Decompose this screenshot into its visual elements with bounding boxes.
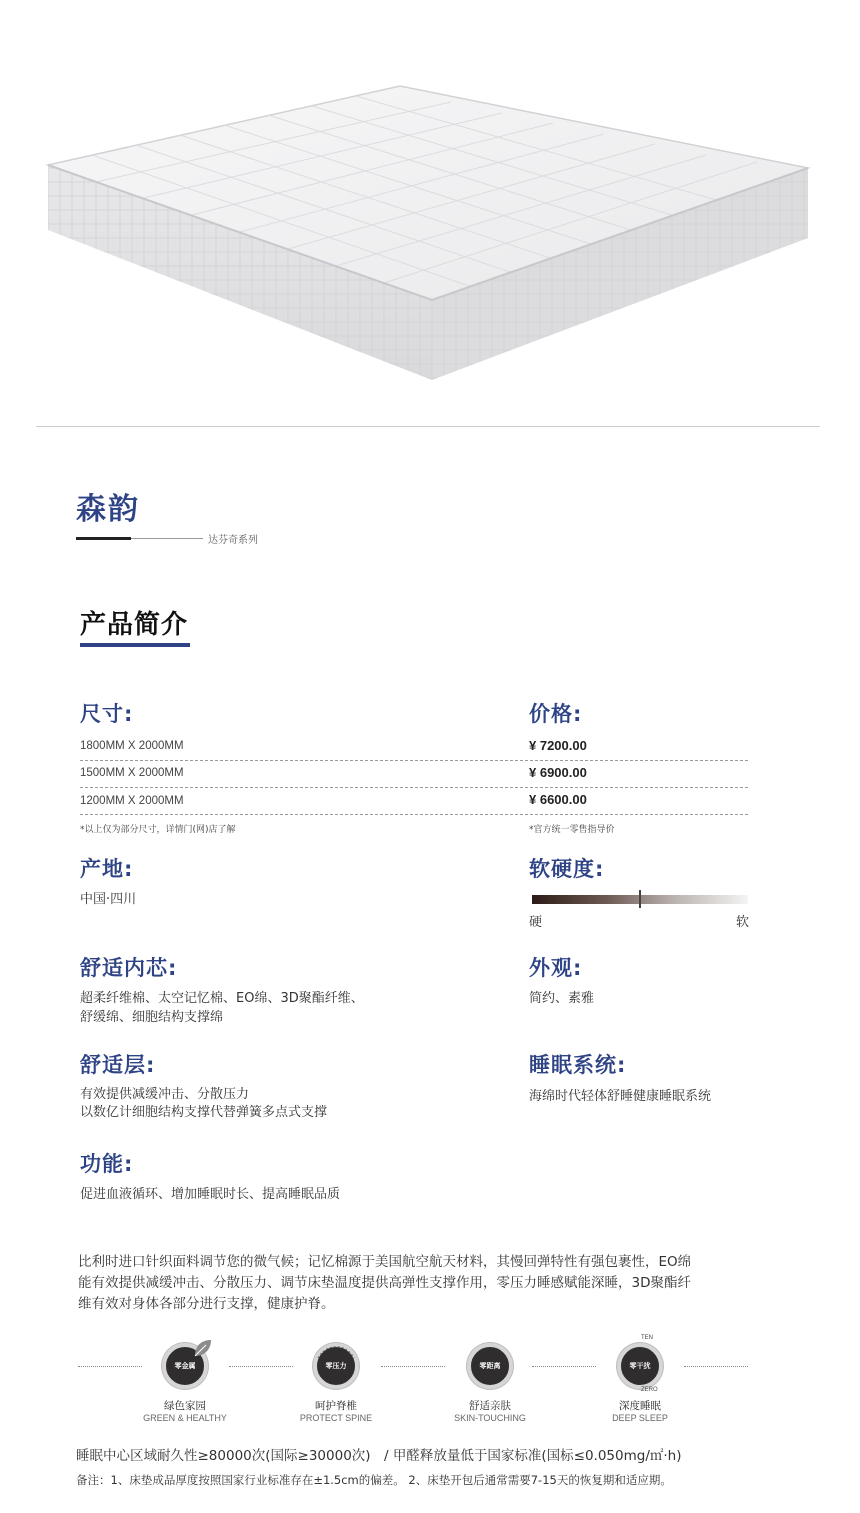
origin-heading: 产地: <box>80 857 134 881</box>
feature-badge: 零压力 <box>325 1362 347 1370</box>
size-row: 1500MM X 2000MM <box>80 767 184 779</box>
feature-title: 舒适亲肤 <box>469 1400 511 1412</box>
leaf-icon <box>192 1337 214 1359</box>
feature-title: 深度睡眠 <box>619 1400 661 1412</box>
dotted-separator <box>684 1366 748 1367</box>
dotted-separator <box>381 1366 445 1367</box>
price-row: ¥ 6600.00 <box>529 792 587 807</box>
feature-subtitle: DEEP SLEEP <box>612 1413 668 1423</box>
sleep-system-value: 海绵时代轻体舒睡健康睡眠系统 <box>529 1089 712 1104</box>
appearance-heading: 外观: <box>529 956 583 980</box>
feature-subtitle: GREEN & HEALTHY <box>143 1413 227 1423</box>
sleep-system-heading: 睡眠系统: <box>529 1053 627 1077</box>
comfort-layer-line1: 有效提供减缓冲击、分散压力 <box>80 1087 250 1102</box>
zero-label: ZERO <box>641 1387 658 1393</box>
divider <box>36 426 820 427</box>
core-text-line2: 舒缓绵、细胞结构支撑绵 <box>80 1010 224 1025</box>
zero-distance-icon <box>467 1343 513 1389</box>
title-underline <box>76 537 131 540</box>
description-line: 比利时进口针织面料调节您的微气候；记忆棉源于美国航空航天材料，其慢回弹特性有强包裹性，EO绵 <box>78 1254 692 1270</box>
description-paragraph <box>78 1252 758 1315</box>
zero-pressure-icon <box>313 1343 359 1389</box>
intro-underline <box>80 643 190 647</box>
intro-heading: 产品简介 <box>80 610 189 640</box>
hardness-marker <box>639 890 641 908</box>
price-heading: 价格: <box>529 702 583 726</box>
feature-title: 呵护脊椎 <box>315 1400 357 1412</box>
ten-label: TEN <box>641 1335 653 1341</box>
mattress-image <box>0 0 860 420</box>
feature-badge: 零距离 <box>479 1362 501 1370</box>
dotted-separator <box>532 1366 596 1367</box>
row-divider <box>80 760 748 761</box>
price-row: ¥ 6900.00 <box>529 765 587 780</box>
origin-value: 中国·四川 <box>80 892 137 907</box>
hard-label: 硬 <box>529 915 543 930</box>
soft-label: 软 <box>736 915 750 930</box>
price-row: ¥ 7200.00 <box>529 738 587 753</box>
feature-badge: 零干扰 <box>629 1362 651 1370</box>
core-heading: 舒适内芯: <box>80 956 178 980</box>
dotted-separator <box>229 1366 293 1367</box>
dotted-separator <box>78 1366 142 1367</box>
series-label: 达芬奇系列 <box>208 535 258 546</box>
hardness-heading: 软硬度: <box>529 857 605 881</box>
size-note: *以上仅为部分尺寸，详情门(网)店了解 <box>80 825 236 835</box>
size-row: 1800MM X 2000MM <box>80 740 184 752</box>
description-line: 维有效对身体各部分进行支撑，健康护脊。 <box>78 1296 335 1312</box>
durability-text: 睡眠中心区域耐久性≥80000次(国际≥30000次) / 甲醛释放量低于国家标准(国标≤0.050mg/㎡·h) <box>76 1448 682 1464</box>
row-divider <box>80 787 748 788</box>
feature-subtitle: PROTECT SPINE <box>299 1413 373 1423</box>
size-row: 1200MM X 2000MM <box>80 795 184 807</box>
comfort-layer-line2: 以数亿计细胞结构支撑代替弹簧多点式支撑 <box>80 1105 328 1120</box>
function-value: 促进血液循环、增加睡眠时长、提高睡眠品质 <box>80 1187 341 1202</box>
function-heading: 功能: <box>80 1152 134 1176</box>
gauge-arc-icon <box>310 1340 362 1392</box>
description-line: 能有效提供减缓冲击、分散压力、调节床垫温度提供高弹性支撑作用，零压力睡感赋能深睡，3D聚酯纤 <box>78 1275 691 1291</box>
comfort-layer-heading: 舒适层: <box>80 1053 156 1077</box>
remarks-text: 备注：1、床垫成品厚度按照国家行业标准存在±1.5cm的偏差。 2、床垫开包后通常需要7-15天的恢复期和适应期。 <box>76 1473 672 1487</box>
product-name: 森韵 <box>76 492 140 527</box>
feature-title: 绿色家园 <box>164 1400 206 1412</box>
zero-disturbance-icon <box>617 1335 663 1393</box>
price-note: *官方统一零售指导价 <box>529 825 615 835</box>
feature-subtitle: SKIN-TOUCHING <box>454 1413 526 1423</box>
title-underline-thin <box>131 538 203 539</box>
zero-metal-icon <box>162 1343 208 1389</box>
appearance-value: 简约、素雅 <box>529 991 595 1006</box>
size-heading: 尺寸: <box>80 702 134 726</box>
core-text-line1: 超柔纤维棉、太空记忆棉、EO绵、3D聚酯纤维、 <box>80 991 364 1006</box>
row-divider <box>80 814 748 815</box>
feature-badge: 零金属 <box>174 1362 196 1370</box>
